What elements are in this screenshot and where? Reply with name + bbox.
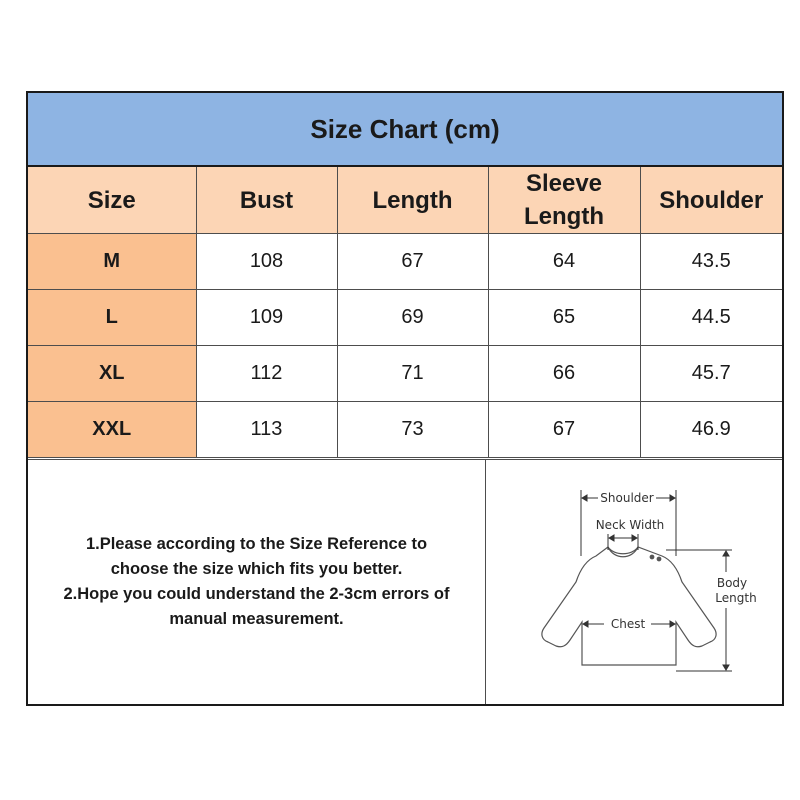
neck-width-measure [608,534,638,550]
sweater-diagram-svg [486,460,782,705]
chart-title: Size Chart (cm) [28,93,782,167]
header-size: Size [28,167,196,234]
header-sleeve-length-label: Sleeve Length [524,170,604,230]
size-chart [26,91,784,706]
label-length: Length [715,591,757,605]
size-cell: XL [28,346,196,402]
table-row [28,402,782,458]
note-line-4: manual measurement. [169,610,344,628]
bust-cell: 109 [196,290,337,346]
measurement-diagram [486,460,782,704]
length-cell: 69 [337,290,488,346]
header-row [28,167,782,234]
sleeve-length-cell: 66 [488,346,640,402]
bottom-section [28,459,782,704]
notes-text [64,532,450,632]
note-line-3: 2.Hope you could understand the 2-3cm errors of [63,585,450,603]
shoulder-cell: 44.5 [640,290,782,346]
shoulder-cell: 46.9 [640,402,782,458]
label-chest: Chest [610,617,646,631]
table-row [28,290,782,346]
sweater-outline-icon [542,547,716,665]
note-line-2: choose the size which fits you better. [110,560,403,578]
label-neck-width: Neck Width [595,518,665,532]
table-row [28,346,782,402]
length-cell: 67 [337,234,488,290]
table-row [28,234,782,290]
label-body: Body [716,576,748,590]
bust-cell: 113 [196,402,337,458]
length-cell: 73 [337,402,488,458]
bust-cell: 112 [196,346,337,402]
size-cell: XXL [28,402,196,458]
header-bust: Bust [196,167,337,234]
sleeve-length-cell: 65 [488,290,640,346]
label-shoulder: Shoulder [600,491,654,505]
note-line-1: 1.Please according to the Size Reference to [85,535,428,553]
notes-panel [28,460,486,704]
length-cell: 71 [337,346,488,402]
shoulder-cell: 43.5 [640,234,782,290]
sleeve-length-cell: 64 [488,234,640,290]
bust-cell: 108 [196,234,337,290]
size-cell: L [28,290,196,346]
size-table [28,167,782,458]
header-shoulder: Shoulder [640,167,782,234]
header-length: Length [337,167,488,234]
header-sleeve-length [488,167,640,234]
sleeve-length-cell: 67 [488,402,640,458]
size-cell: M [28,234,196,290]
shoulder-cell: 45.7 [640,346,782,402]
